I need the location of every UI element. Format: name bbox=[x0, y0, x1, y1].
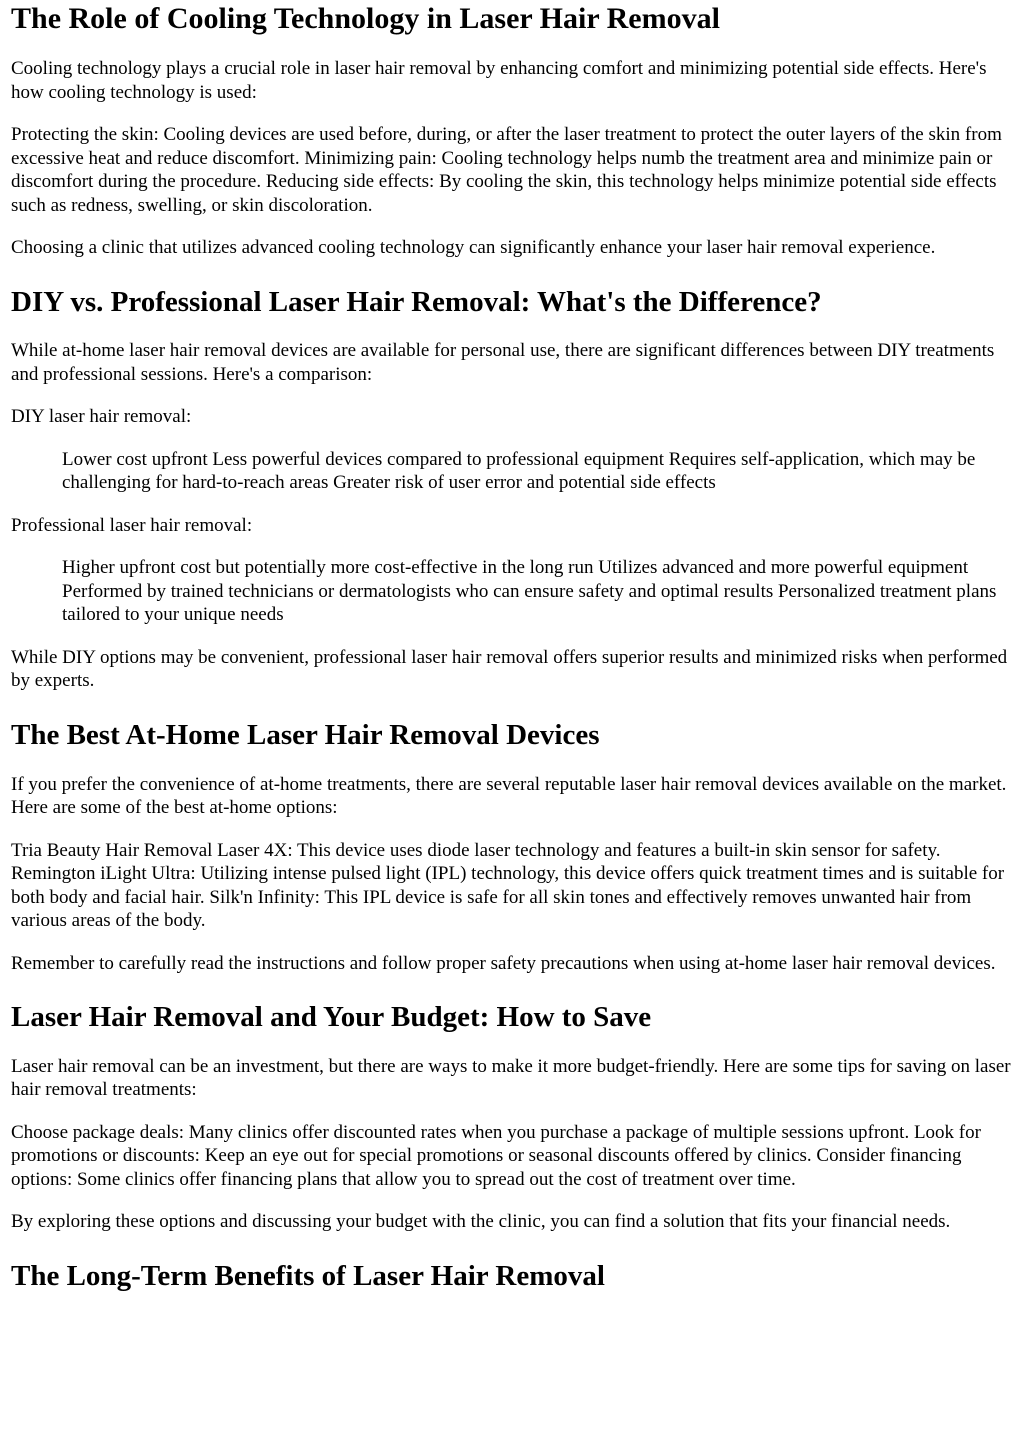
professional-label: Professional laser hair removal: bbox=[11, 514, 253, 536]
heading-diy-vs-professional: DIY vs. Professional Laser Hair Removal: What's the Difference? bbox=[11, 285, 822, 318]
paragraph: Choosing a clinic that utilizes advanced cooling technology can significantly enhance your laser hair removal experience. bbox=[11, 237, 936, 258]
section-cooling-technology bbox=[11, 0, 1014, 260]
paragraph: Choose package deals: Many clinics offer discounted rates when you purchase a package of multiple sessions upfront. Look for promotions or discounts: Keep an eye out for special promotions or seasonal discounts offered by clinics. Consider financing options: Some clinics offer financing plans that allow you to spread out the cost of treatment over time. bbox=[11, 1121, 981, 1190]
paragraph: Tria Beauty Hair Removal Laser 4X: This device uses diode laser technology and features a built-in skin sensor for safety. Remington iLight Ultra: Utilizing intense pulsed light (IPL) technology, this device offers quick treatment times and is suitable for both body and facial hair. Silk'n Infinity: This IPL device is safe for all skin tones and effectively removes unwanted hair from various areas of the body. bbox=[11, 839, 1005, 932]
diy-label: DIY laser hair removal: bbox=[11, 406, 192, 428]
heading-at-home-devices: The Best At-Home Laser Hair Removal Devices bbox=[11, 718, 600, 751]
paragraph: Protecting the skin: Cooling devices are used before, during, or after the laser treatment to protect the outer layers of the skin from excessive heat and reduce discomfort. Minimizing pain: Cooling technology helps numb the treatment area and minimize pain or discomfort during the procedure. Reducing side effects: By cooling the skin, this technology helps minimize potential side effects such as redness, swelling, or skin discoloration. bbox=[11, 124, 1002, 216]
paragraph: While DIY options may be convenient, professional laser hair removal offers superior results and minimized risks when performed by experts. bbox=[11, 646, 1008, 692]
professional-points: Higher upfront cost but potentially more cost-effective in the long run Utilizes advanced and more powerful equipment Performed by trained technicians or dermatologists who can ensure safety and optimal results Personalized treatment plans tailored to your unique needs bbox=[62, 557, 997, 626]
paragraph: By exploring these options and discussing your budget with the clinic, you can find a solution that fits your financial needs. bbox=[11, 1211, 951, 1233]
heading-cooling-technology: The Role of Cooling Technology in Laser Hair Removal bbox=[11, 2, 720, 35]
paragraph: Remember to carefully read the instructions and follow proper safety precautions when using at-home laser hair removal devices. bbox=[11, 952, 996, 974]
paragraph: Laser hair removal can be an investment, but there are ways to make it more budget-friendly. Here are some tips for saving on laser hair removal treatments: bbox=[11, 1055, 1011, 1101]
section-diy-vs-professional bbox=[11, 285, 1014, 693]
section-budget bbox=[11, 1000, 1014, 1234]
section-at-home-devices bbox=[11, 718, 1014, 975]
diy-points: Lower cost upfront Less powerful devices compared to professional equipment Requires self-application, which may be challenging for hard-to-reach areas Greater risk of user error and potential side effects bbox=[62, 448, 976, 494]
paragraph: Cooling technology plays a crucial role in laser hair removal by enhancing comfort and minimizing potential side effects. Here's how cooling technology is used: bbox=[11, 58, 987, 103]
heading-long-term-benefits: The Long-Term Benefits of Laser Hair Removal bbox=[11, 1259, 605, 1292]
paragraph: While at-home laser hair removal devices are available for personal use, there are significant differences between DIY treatments and professional sessions. Here's a comparison: bbox=[11, 340, 995, 385]
section-long-term-benefits bbox=[11, 1259, 1014, 1294]
heading-budget: Laser Hair Removal and Your Budget: How to Save bbox=[11, 1001, 652, 1034]
paragraph: If you prefer the convenience of at-home treatments, there are several reputable laser hair removal devices available on the market. Here are some of the best at-home options: bbox=[11, 773, 1007, 819]
